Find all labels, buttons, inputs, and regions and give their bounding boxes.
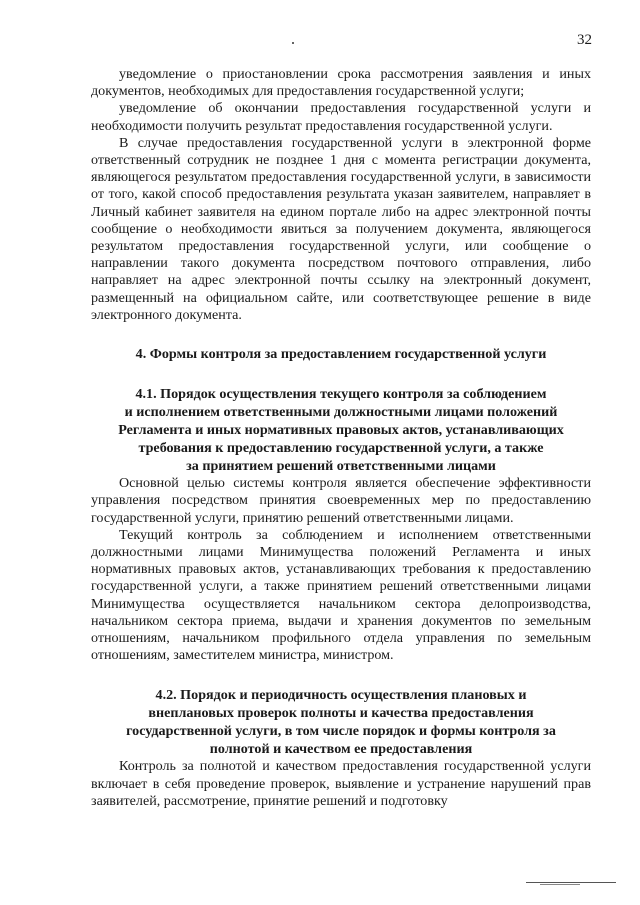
paragraph-quality-control: Контроль за полнотой и качеством предоставления государственной услуги включает в себя проведение проверок, выявление и устранение нарушений прав заявителей, рассмотрение, принятие решений и подготовку [91,758,591,809]
section-4-1-heading-line: и исполнением ответственными должностными лицами положений [124,404,558,421]
section-4-1-heading-line: 4.1. Порядок осуществления текущего контроля за соблюдением [135,386,547,403]
paragraph-control-goal: Основной целью системы контроля является обеспечение эффективности управления посредством принятия своевременных мер по предоставлению государственной услуги, принятию решений ответственными лицами. [91,475,591,526]
section-4-1-heading-line: Регламента и иных нормативных правовых актов, устанавливающих [118,422,564,439]
page-number: 32 [577,32,592,48]
scan-dot-mark [292,42,294,44]
paragraph-completion-notice: уведомление об окончании предоставления государственной услуги и необходимости получить результат предоставления государственной услуги. [91,100,591,134]
section-4-1-heading [91,385,591,475]
section-4-2-heading [91,686,591,758]
footer-rule [526,882,616,883]
section-4-2-heading-line: 4.2. Порядок и периодичность осуществления плановых и [155,687,527,704]
section-4-heading: 4. Формы контроля за предоставлением государственной услуги [135,346,547,363]
paragraph-electronic-form: В случае предоставления государственной услуги в электронной форме ответственный сотрудник не позднее 1 дня с момента регистрации документа, являющегося результатом предоставления государственной услуги, в зависимости от того, какой способ предоставления результата указан заявителем, направляет в Личный кабинет заявителя на едином портале либо на адрес электронной почты сообщение о необходимости явиться за получением документа, являющегося результатом предоставления государственной услуги, или сообщение о направлении такого документа посредством почтового отправления, либо направляет на адрес электронной почты ссылку на электронный документ, размещенный на официальном сайте, или соответствующее решение в виде электронного документа. [91,134,591,323]
section-4-2-heading-line: полнотой и качеством ее предоставления [209,741,473,758]
section-4-2-heading-line: внеплановых проверок полноты и качества предоставления [148,705,534,722]
document-body [91,66,591,810]
section-4-1-heading-line: требования к предоставлению государственной услуги, а также [138,440,544,457]
paragraph-current-control: Текущий контроль за соблюдением и исполнением ответственными должностными лицами Минимущества положений Регламента и иных нормативных правовых актов, устанавливающих требования к предоставлению государственной услуги, а также принятием решений ответственными лицами Минимущества осуществляется начальником сектора делопроизводства, начальником сектора приема, выдачи и хранения документов по земельным отношениям, начальником профильного отдела управления по земельным отношениям, заместителем министра, министром. [91,526,591,664]
paragraph-suspension-notice: уведомление о приостановлении срока рассмотрения заявления и иных документов, необходимых для предоставления государственной услуги; [91,66,591,100]
section-4-1-heading-line: за принятием решений ответственными лицами [186,458,496,475]
section-4-2-heading-line: государственной услуги, в том числе порядок и формы контроля за [126,723,556,740]
footer-rule [540,884,580,885]
